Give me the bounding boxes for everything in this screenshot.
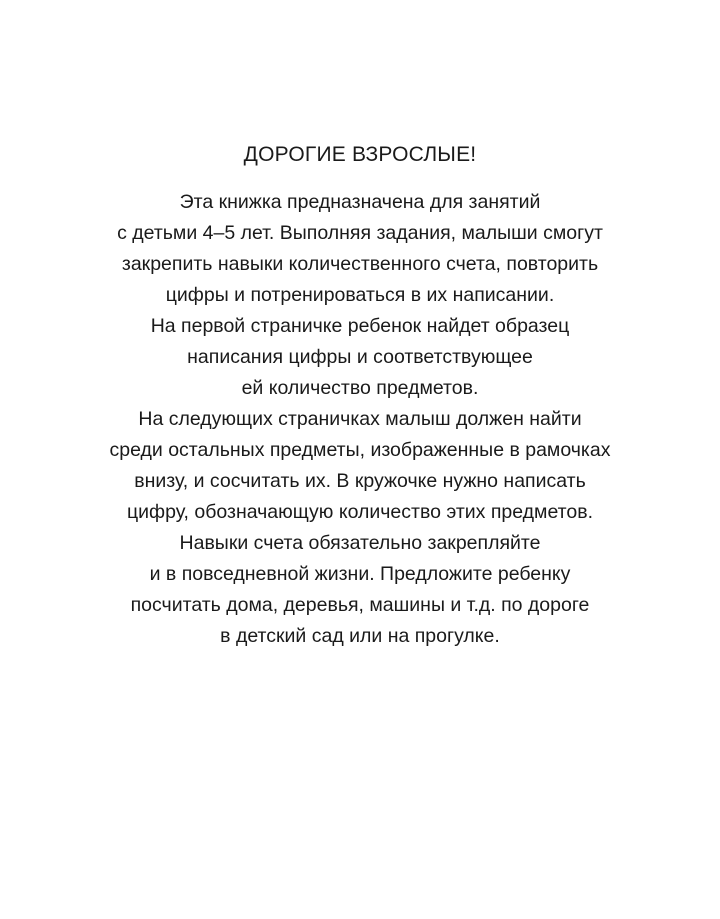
text-line: среди остальных предметы, изображенные в рамочках — [109, 439, 611, 461]
text-line: написания цифры и соответствующее — [187, 346, 533, 368]
text-line: ей количество предметов. — [241, 377, 479, 399]
text-line: цифры и потренироваться в их написании. — [165, 284, 555, 306]
text-line: с детьми 4–5 лет. Выполняя задания, малыши смогут — [117, 222, 603, 244]
text-line: и в повседневной жизни. Предложите ребенку — [149, 563, 571, 585]
text-line: закрепить навыки количественного счета, повторить — [121, 253, 599, 275]
page-title: ДОРОГИЕ ВЗРОСЛЫЕ! — [243, 143, 477, 166]
text-line: цифру, обозначающую количество этих предметов. — [127, 501, 593, 523]
text-line: Эта книжка предназначена для занятий — [179, 191, 541, 213]
text-line: посчитать дома, деревья, машины и т.д. по дороге — [130, 594, 590, 616]
intro-text — [0, 187, 720, 652]
text-line: в детский сад или на прогулке. — [220, 625, 500, 647]
text-line: На первой страничке ребенок найдет образец — [150, 315, 570, 337]
text-line: Навыки счета обязательно закрепляйте — [179, 532, 541, 554]
text-line: внизу, и сосчитать их. В кружочке нужно написать — [134, 470, 586, 492]
text-line: На следующих страничках малыш должен найти — [138, 408, 582, 430]
